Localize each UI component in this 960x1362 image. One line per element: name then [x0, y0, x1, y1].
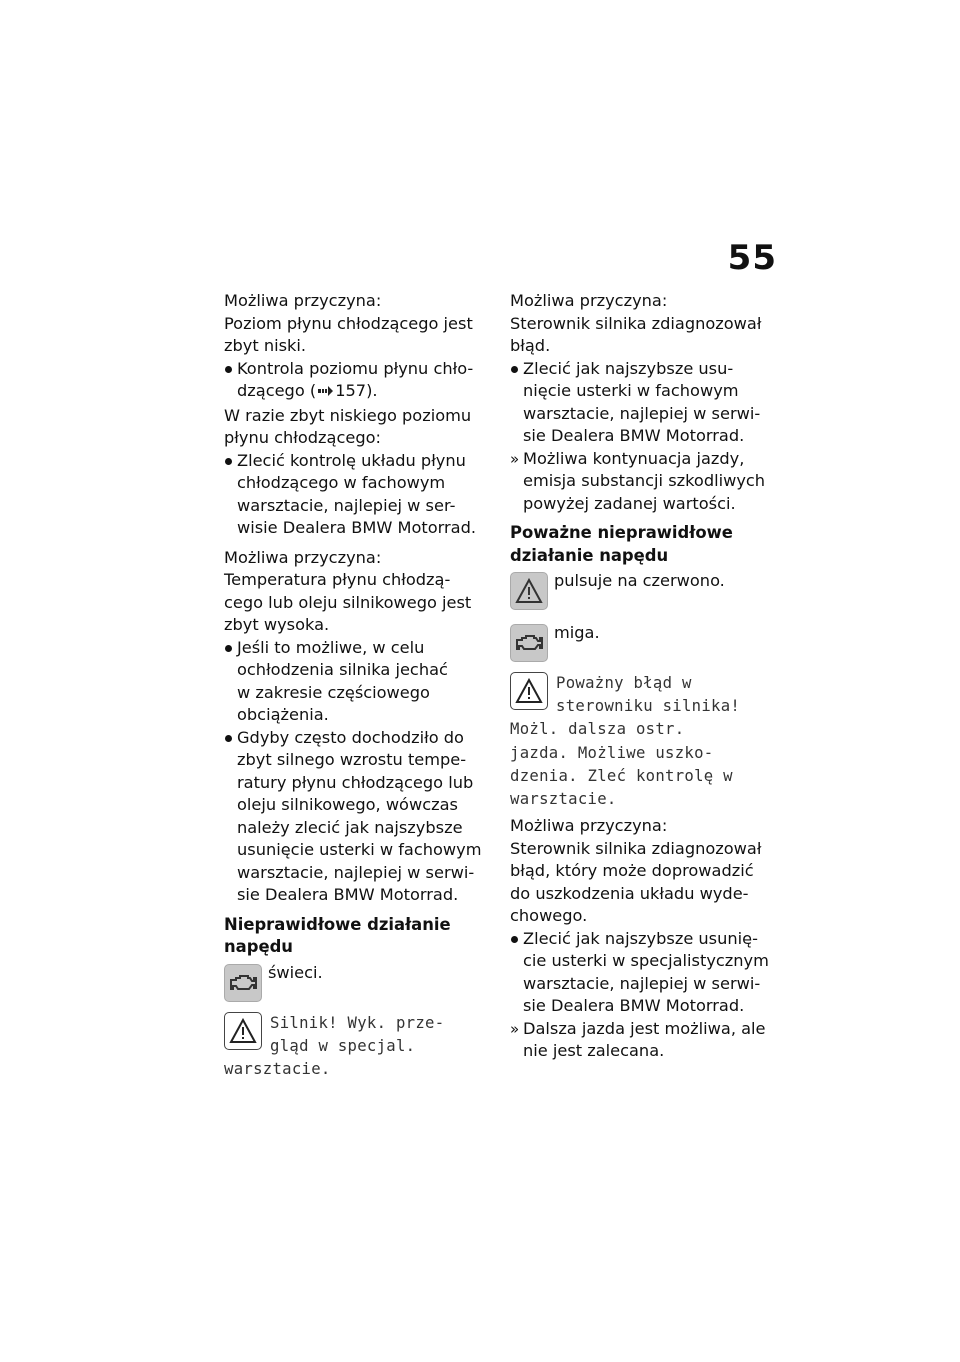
- bullet-line: Zlecić kontrolę układu płynu: [237, 450, 466, 470]
- bullet-line: nięcie usterki w fachowym: [523, 381, 739, 400]
- bullet-item: [224, 358, 496, 405]
- bullet-line: sie Dealera BMW Motorrad.: [237, 885, 459, 904]
- cause-line: Poziom płynu chłodzącego jest: [224, 313, 473, 333]
- display-line: gląd w specjal.: [270, 1036, 416, 1055]
- display-message: [224, 1012, 496, 1082]
- page-number: 55: [727, 238, 777, 278]
- bullet-line: ratury płynu chłodzącego lub: [237, 772, 474, 792]
- note-mark: »: [510, 1019, 520, 1038]
- cause-label: Możliwa przyczyna:: [224, 547, 382, 567]
- display-line: Silnik! Wyk. prze-: [270, 1013, 445, 1032]
- bullet-dot: [511, 936, 518, 943]
- bullet-line: sie Dealera BMW Motorrad.: [523, 996, 745, 1016]
- engine-warning-icon: [224, 964, 262, 1002]
- sub-line: płynu chłodzącego:: [224, 428, 381, 447]
- indicator-text: miga.: [554, 623, 600, 642]
- bullet-line: Gdyby często dochodziło do: [237, 727, 464, 747]
- cause-line: zbyt niski.: [224, 336, 307, 355]
- note-line: emisja substancji szkodliwych: [523, 471, 766, 490]
- bullet-item: [510, 928, 786, 1018]
- cause-label: Możliwa przyczyna:: [510, 816, 668, 836]
- bullet-dot: [225, 458, 232, 465]
- bullet-line: chłodzącego w fachowym: [237, 473, 446, 492]
- note-line: powyżej zadanej wartości.: [523, 493, 736, 513]
- warning-triangle-icon: [510, 672, 548, 710]
- cause-line: chowego.: [510, 906, 588, 926]
- bullet-line: wisie Dealera BMW Motorrad.: [237, 518, 477, 537]
- bullet-line: [237, 380, 496, 405]
- right-column: [510, 290, 786, 1063]
- note-mark: »: [510, 449, 520, 468]
- note-item: [510, 448, 786, 516]
- display-message: [510, 672, 786, 811]
- cause-line: Temperatura płynu chłodzą-: [224, 570, 451, 589]
- indicator-text: świeci.: [268, 962, 323, 982]
- bullet-line: cie usterki w specjalistycznym: [523, 951, 769, 971]
- bullet-line: usunięcie usterki w fachowym: [237, 840, 482, 859]
- display-line: warsztacie.: [224, 1059, 331, 1078]
- engine-indicator-row: [224, 962, 496, 1002]
- warning-triangle-icon: [224, 1012, 262, 1050]
- note-line: Możliwa kontynuacja jazdy,: [523, 448, 745, 468]
- warning-indicator-row: [510, 570, 786, 610]
- bullet-line: Zlecić jak najszybsze usunię-: [523, 928, 758, 948]
- cause-label: Możliwa przyczyna:: [510, 291, 668, 310]
- section-heading: Poważne nieprawidłowe działanie napędu: [510, 523, 733, 565]
- bullet-item: [224, 727, 496, 907]
- bullet-text: dzącego (: [237, 381, 317, 400]
- note-line: Dalsza jazda jest możliwa, ale: [523, 1018, 766, 1038]
- bullet-dot: [225, 366, 232, 373]
- bullet-line: Zlecić jak najszybsze usu-: [523, 358, 734, 378]
- bullet-line: w zakresie częściowego: [237, 682, 430, 702]
- bullet-line: Jeśli to możliwe, w celu: [237, 637, 425, 657]
- section-heading: Nieprawidłowe działanie napędu: [224, 914, 451, 956]
- bullet-line: warsztacie, najlepiej w serwi-: [523, 403, 761, 423]
- bullet-line: ochłodzenia silnika jechać: [237, 660, 448, 679]
- bullet-line: zbyt silnego wzrostu tempe-: [237, 750, 467, 769]
- cause-label: Możliwa przyczyna:: [224, 291, 382, 310]
- bullet-item: [224, 637, 496, 727]
- cause-line: do uszkodzenia układu wyde-: [510, 883, 749, 903]
- display-line: jazda. Możliwe uszko-: [510, 743, 714, 762]
- cause-line: błąd, który może doprowadzić: [510, 861, 754, 881]
- cause-line: Sterownik silnika zdiagnozował: [510, 838, 762, 858]
- cause-line: Sterownik silnika zdiagnozował: [510, 313, 762, 333]
- bullet-dot: [225, 645, 232, 652]
- display-line: Możl. dalsza ostr.: [510, 720, 685, 739]
- sub-line: W razie zbyt niskiego poziomu: [224, 405, 472, 425]
- bullet-dot: [225, 735, 232, 742]
- cause-line: zbyt wysoka.: [224, 615, 330, 634]
- bullet-item: [224, 450, 496, 540]
- display-line: sterowniku silnika!: [556, 697, 741, 716]
- warning-triangle-icon: [510, 572, 548, 610]
- bullet-line: warsztacie, najlepiej w ser-: [237, 495, 456, 515]
- bullet-item: [510, 358, 786, 448]
- bullet-dot: [511, 366, 518, 373]
- note-item: [510, 1018, 786, 1063]
- cause-line: cego lub oleju silnikowego jest: [224, 592, 472, 612]
- bullet-line: warsztacie, najlepiej w serwi-: [523, 973, 761, 993]
- display-line: Poważny błąd w: [556, 674, 692, 692]
- display-line: warsztacie.: [510, 790, 617, 809]
- left-column: [224, 290, 496, 1081]
- bullet-line: sie Dealera BMW Motorrad.: [523, 426, 745, 445]
- bullet-text: 157).: [335, 381, 378, 400]
- engine-warning-icon: [510, 624, 548, 662]
- indicator-text: pulsuje na czerwono.: [554, 571, 725, 590]
- note-line: nie jest zalecana.: [523, 1041, 665, 1061]
- page-reference-arrow-icon: [318, 382, 333, 405]
- display-line: dzenia. Zleć kontrolę w: [510, 766, 733, 785]
- engine-indicator-row: [510, 622, 786, 662]
- bullet-line: warsztacie, najlepiej w serwi-: [237, 862, 475, 882]
- bullet-line: Kontrola poziomu płynu chło-: [237, 358, 474, 378]
- bullet-line: oleju silnikowego, wówczas: [237, 795, 458, 814]
- bullet-line: obciążenia.: [237, 705, 329, 724]
- cause-line: błąd.: [510, 336, 551, 355]
- bullet-line: należy zlecić jak najszybsze: [237, 817, 463, 837]
